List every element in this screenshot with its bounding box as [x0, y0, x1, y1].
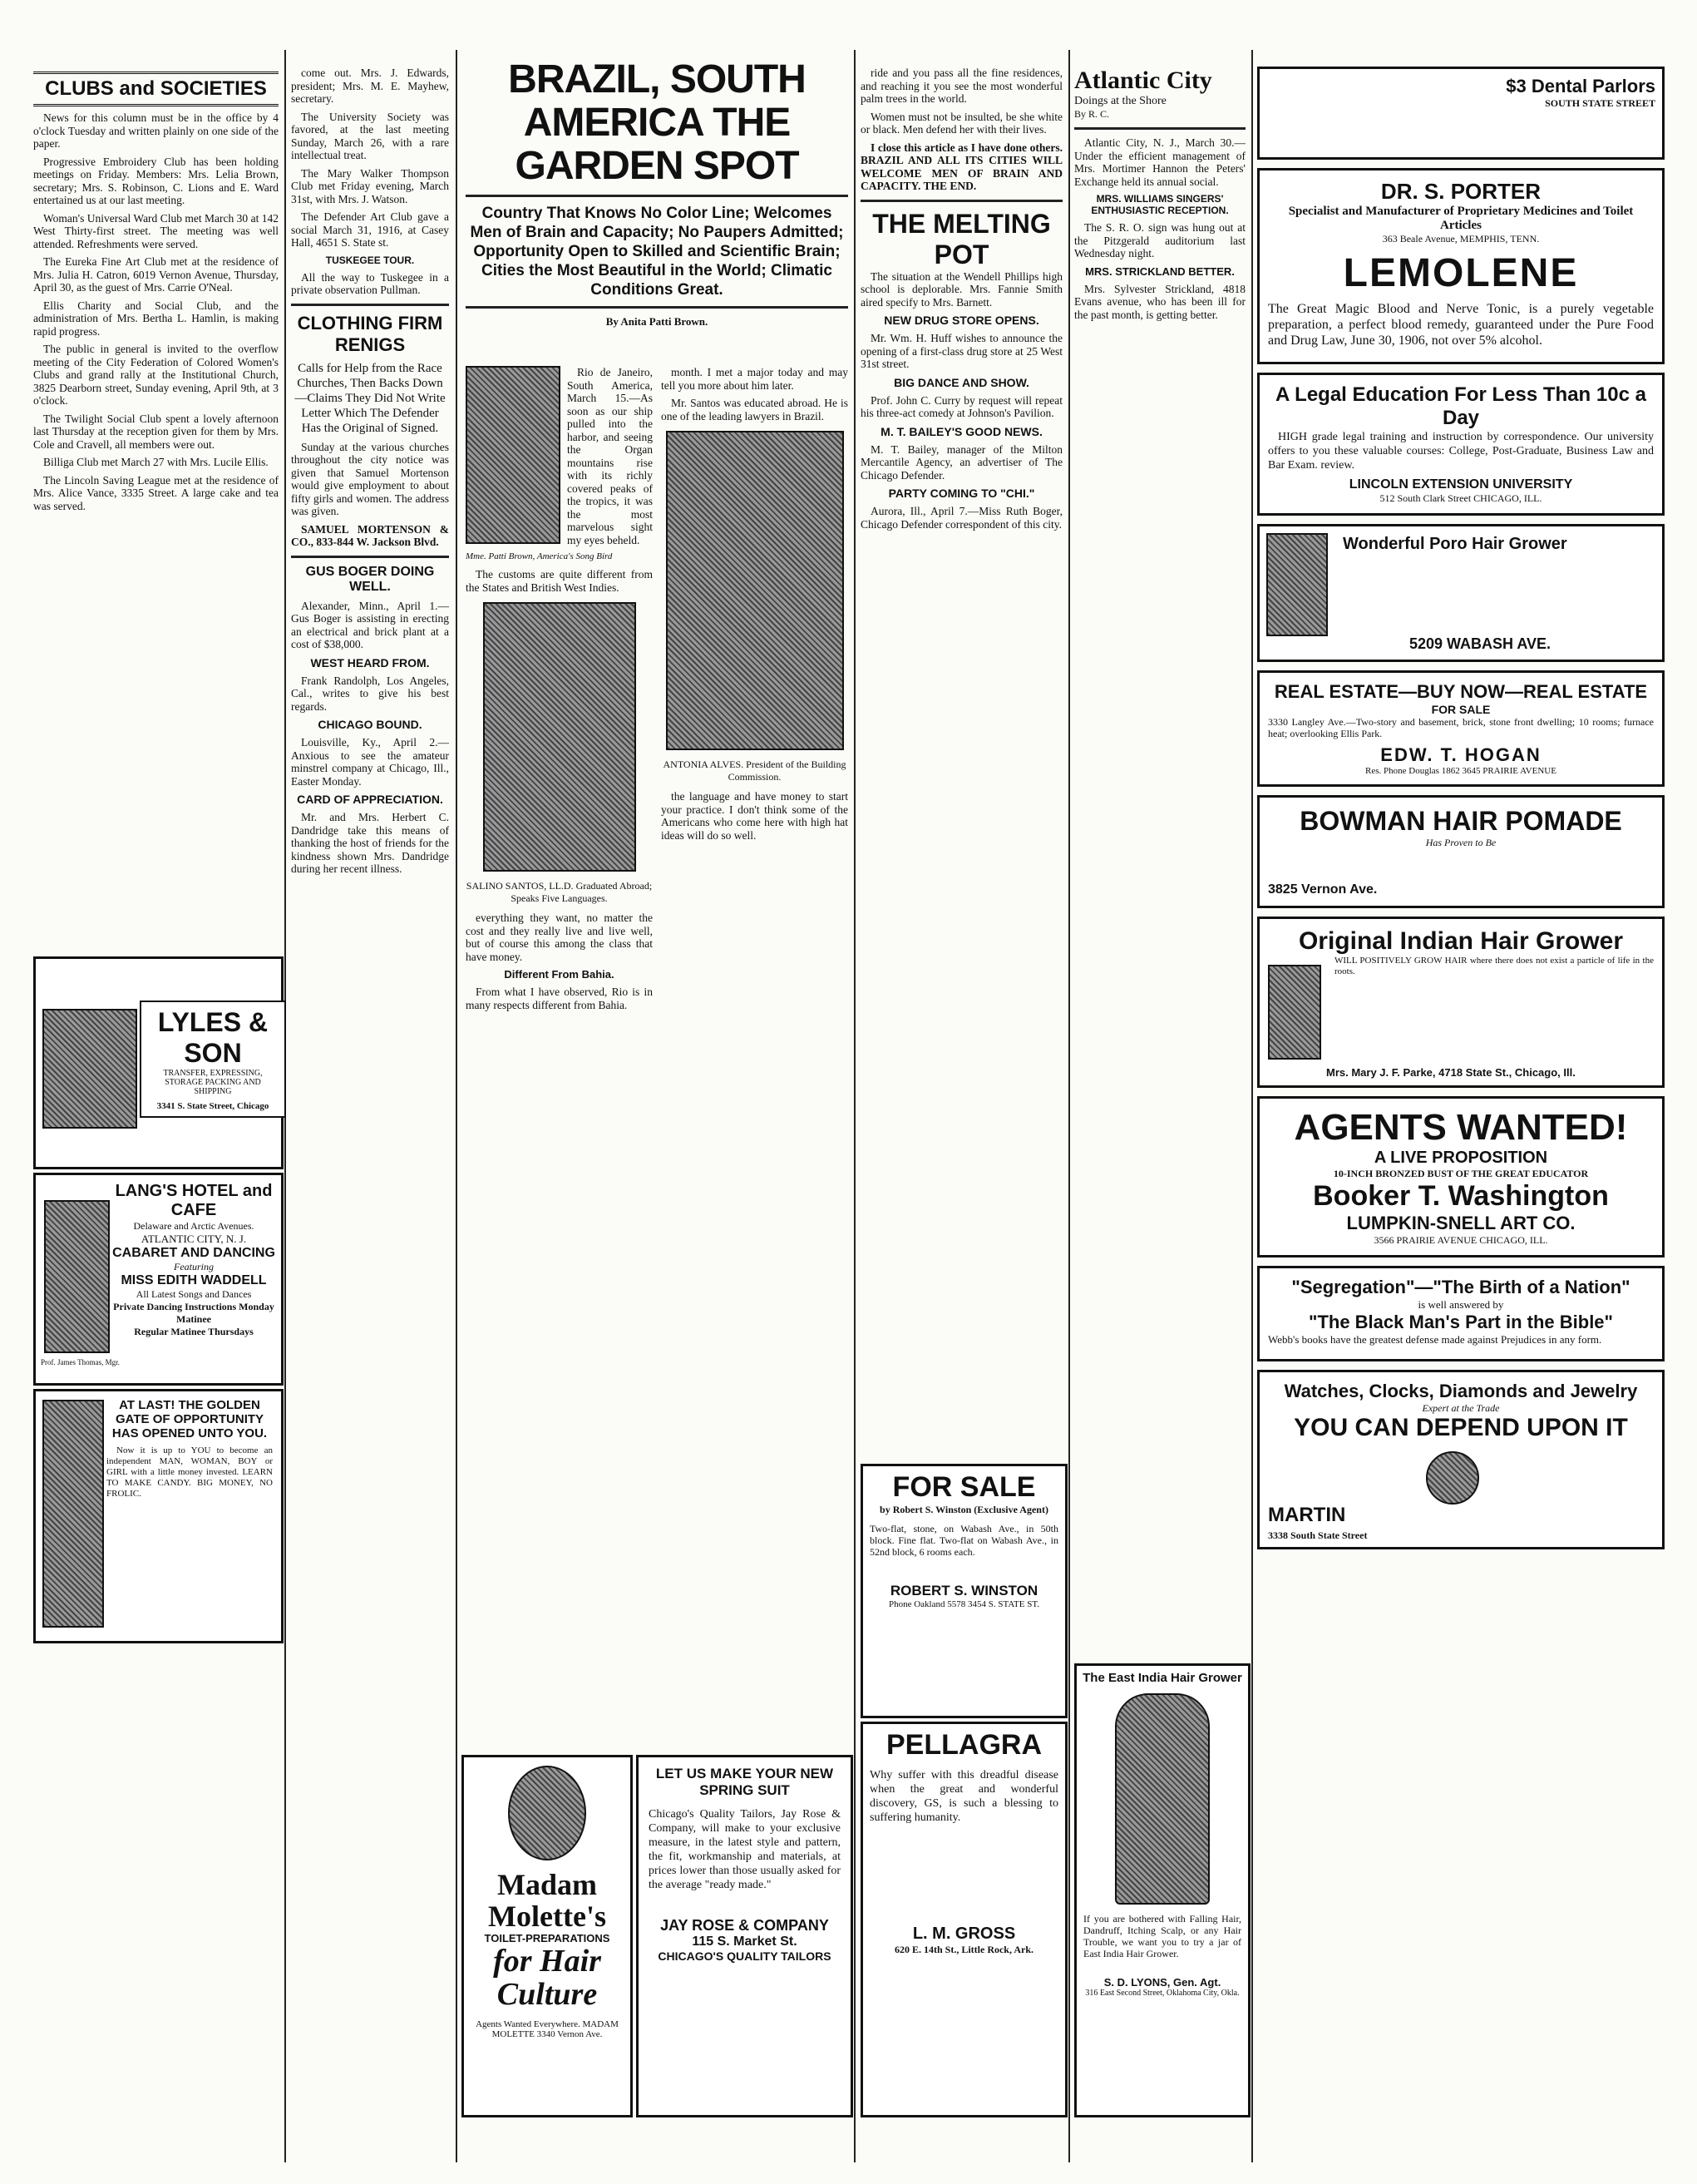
portrait-photo [508, 1766, 586, 1860]
ad-title: Original Indian Hair Grower [1298, 927, 1624, 955]
article-paragraph: The public in general is invited to the overflow meeting of the City Federation of Colored Women's Clubs and grand rally at the Institutional Church, 3825 Dearborn street, Sunday evening, April 9th, at 3 o'clock. [33, 343, 279, 407]
article-paragraph: Aurora, Ill., April 7.—Miss Ruth Boger, Chicago Defender correspondent of this city. [861, 505, 1063, 531]
article-paragraph: The customs are quite different from the States and British West Indies. [466, 568, 653, 594]
article-heading: TUSKEGEE TOUR. [325, 254, 415, 266]
ad-line: MISS EDITH WADDELL [121, 1273, 267, 1287]
ad-footer: JAY ROSE & COMPANY [660, 1917, 829, 1934]
ad-address: 3341 S. State Street, Chicago [156, 1101, 269, 1111]
ad-line: Regular Matinee Thursdays [134, 1326, 254, 1337]
article-paragraph: Ellis Charity and Social Club, and the administration of Mrs. Bertha L. Hamlin, is making rapid progress. [33, 299, 279, 338]
ad-line: CABARET AND DANCING [112, 1246, 275, 1260]
ad-body: Why suffer with this dreadful disease when the great and wonderful discovery, GS, is such a blessing to suffering humanity. [870, 1769, 1058, 1824]
wagon-horse-illustration [42, 1009, 137, 1129]
article-paragraph: M. T. Bailey, manager of the Milton Mercantile Agency, an advertiser of The Chicago Defender. [861, 442, 1063, 482]
pellagra-ad [861, 1722, 1068, 2117]
ad-subtitle: TRANSFER, EXPRESSING, STORAGE PACKING AND SHIPPING [163, 1069, 263, 1096]
ad-title: DR. S. PORTER [1380, 179, 1542, 204]
article-subhead: Different From Bahia. [504, 968, 614, 981]
article-paragraph: Mr. Santos was educated abroad. He is one of the leading lawyers in Brazil. [661, 397, 848, 422]
article-paragraph: All the way to Tuskegee in a private observation Pullman. [291, 270, 449, 296]
ad-big-text: for Hair Culture [493, 1944, 601, 2012]
ad-footer: ROBERT S. WINSTON [890, 1583, 1038, 1598]
ad-subtitle: by Robert S. Winston (Exclusive Agent) [880, 1504, 1048, 1515]
ad-body: WILL POSITIVELY GROW HAIR where there does not exist a particle of life in the roots. [1334, 956, 1654, 976]
article-paragraph: The Eureka Fine Art Club met at the residence of Mrs. Julia H. Catron, 6019 Vernon Avenue, Thursday, April 30, as the guest of Mrs. Carrie O'Neal. [33, 255, 279, 294]
article-paragraph: Billiga Club met March 27 with Mrs. Lucile Ellis. [43, 456, 269, 468]
article-headline: CHICAGO BOUND. [318, 718, 422, 731]
ad-title: "Segregation"—"The Birth of a Nation" [1291, 1277, 1630, 1297]
article-deck: Country That Knows No Color Line; Welcomes Men of Brain and Capacity; No Paupers Admitted; Opportunity Open to Skilled and Scientific Brain; Cities the Most Beautiful in the World; Climatic Conditions Great. [470, 205, 844, 299]
ad-line: Private Dancing Instructions Monday Matinee [113, 1301, 274, 1325]
legal-education-ad [1257, 373, 1665, 516]
photo-caption: Prof. James Thomas, Mgr. [41, 1358, 120, 1366]
ad-title: Madam Molette's [488, 1868, 606, 1933]
ad-title: AGENTS WANTED! [1294, 1107, 1628, 1148]
byline: By R. C. [1074, 108, 1110, 120]
article-paragraph: Alexander, Minn., April 1.—Gus Boger is assisting in erecting an electrical and brick plant at a cost of $38,000. [291, 599, 449, 650]
photo-caption: Mme. Patti Brown, America's Song Bird [466, 551, 613, 561]
brazil-article [466, 58, 848, 329]
article-headline: GUS BOGER DOING WELL. [305, 564, 435, 594]
column-five [1074, 67, 1246, 326]
ad-tagline: CHICAGO'S QUALITY TAILORS [658, 1949, 831, 1963]
salino-santos-photo [483, 602, 636, 872]
column-rule [456, 50, 457, 2162]
article-headline: NEW DRUG STORE OPENS. [884, 314, 1039, 327]
main-headline: BRAZIL, SOUTH AMERICA THE GARDEN SPOT [508, 57, 806, 188]
pocket-watch-illustration [1426, 1451, 1479, 1505]
column-clubs [33, 67, 279, 517]
ad-body: The Great Magic Blood and Nerve Tonic, is a purely vegetable preparation, a perfect blood remedy, guaranteed under the Pure Food and Drug Law, June 30, 1906, not over 5% alcohol. [1268, 302, 1654, 348]
real-estate-ad [1257, 670, 1665, 787]
for-sale-ad [861, 1464, 1068, 1718]
ad-address: 363 Beale Avenue, MEMPHIS, TENN. [1382, 233, 1540, 245]
product-name: LEMOLENE [1343, 251, 1579, 295]
east-india-hair-grower-ad [1074, 1663, 1251, 2117]
dr-porter-ad [1257, 168, 1665, 364]
ad-title: The East India Hair Grower [1083, 1671, 1242, 1685]
ad-subtitle: Expert at the Trade [1422, 1402, 1500, 1414]
article-paragraph: The University Society was favored, at the last meeting Sunday, March 26, with a rare intellectual treat. [291, 110, 449, 161]
ad-body: If you are bothered with Falling Hair, Dandruff, Itching Scalp, or any Hair Trouble, we want you to try a jar of East India Hair Grower. [1083, 1913, 1241, 1959]
photo-caption: ANTONIA ALVES. President of the Building Commission. [663, 758, 846, 783]
article-headline: CARD OF APPRECIATION. [297, 793, 443, 806]
article-paragraph: The S. R. O. sign was hung out at the Pitzgerald auditorium last Wednesday night. [1074, 221, 1246, 259]
column-rule [854, 50, 856, 2162]
article-paragraph: The Lincoln Saving League met at the residence of Mrs. Alice Vance, 3335 Street. A large cake and tea was served. [33, 473, 279, 512]
candy-box-illustration [42, 1400, 104, 1628]
brazil-column-b [661, 366, 848, 847]
ad-big-text: YOU CAN DEPEND UPON IT [1294, 1414, 1628, 1441]
ad-address: 316 East Second Street, Oklahoma City, Okla. [1085, 1989, 1240, 1998]
article-paragraph: Mr. Wm. H. Huff wishes to announce the opening of a first-class drug store at 25 West 31st street. [861, 332, 1063, 370]
article-paragraph: Mr. and Mrs. Herbert C. Dandridge take this means of thanking the host of friends for the kindness shown Mrs. Dandridge during her recent illness. [291, 811, 449, 875]
candy-opportunity-ad [33, 1389, 284, 1643]
ad-footer: Agents Wanted Everywhere. MADAM MOLETTE 3340 Vernon Ave. [476, 2019, 619, 2039]
langs-hotel-ad [33, 1173, 284, 1386]
byline: By Anita Patti Brown. [605, 315, 708, 328]
martin-jewelry-ad [1257, 1370, 1665, 1549]
article-paragraph: Frank Randolph, Los Angeles, Cal., writes to give his best regards. [291, 674, 449, 713]
madam-molette-ad [461, 1755, 633, 2117]
dental-parlors-ad [1257, 67, 1665, 160]
notice-text: News for this column must be in the office by 4 o'clock Tuesday and written plainly on one side of the paper. [33, 111, 279, 150]
ad-subtitle: Has Proven to Be [1425, 837, 1497, 848]
article-paragraph: Louisville, Ky., April 2.—Anxious to see the amateur minstrel company at Chicago, Ill., Easter Monday. [291, 736, 449, 788]
ad-subtitle: TOILET-PREPARATIONS [484, 1932, 610, 1944]
ad-line: ATLANTIC CITY, N. J. [141, 1233, 247, 1245]
ad-address: 3566 PRAIRIE AVENUE CHICAGO, ILL. [1374, 1234, 1548, 1246]
ad-footer: L. M. GROSS [912, 1925, 1016, 1943]
article-paragraph: Progressive Embroidery Club has been holding meetings on Friday. Members: Mrs. Lelia Brown, secretary; Mrs. S. Robinson, C. Lions and E. Ward entertained us at our last meeting. [33, 155, 279, 206]
ad-address: SOUTH STATE STREET [1545, 97, 1655, 109]
long-hair-illustration [1115, 1693, 1210, 1905]
ad-subtitle: is well answered by [1418, 1298, 1504, 1311]
bowman-pomade-ad [1257, 795, 1665, 908]
ad-title: BOWMAN HAIR POMADE [1300, 806, 1622, 836]
ad-body: 3330 Langley Ave.—Two-story and basement, brick, stone front dwelling; 10 rooms; furnace heat; overlooking Ellis Park. [1268, 716, 1654, 739]
article-paragraph: Mrs. Sylvester Strickland, 4818 Evans avenue, who has been ill for the past month, is getting better. [1074, 282, 1246, 321]
section-header: CLUBS and SOCIETIES [33, 72, 279, 106]
ad-address: 3825 Vernon Ave. [1268, 882, 1378, 897]
article-paragraph: Rio de Janeiro, South America, March 15.—As soon as our ship pulled into the harbor, and seeing the Organ mountains rise with its richly covered peaks of the tropics, it was the most marvelous sight my eyes beheld. [567, 366, 653, 546]
article-paragraph: come out. Mrs. J. Edwards, president; Mrs. M. E. Mayhew, secretary. [291, 67, 449, 105]
column-two [291, 67, 449, 1106]
article-paragraph: Women must not be insulted, be she white or black. Men defend her with their lives. [861, 110, 1063, 136]
article-paragraph: Sunday at the various churches throughout the city notice was given that Samuel Mortenson would give employment to about fifty girls and women. The address was given. [291, 440, 449, 517]
letter-header: SAMUEL MORTENSON & CO., 833-844 W. Jackson Blvd. [291, 522, 449, 548]
article-paragraph: everything they want, no matter the cost and they really live and live well, but of course this among the class that have money. [466, 912, 653, 963]
ad-name: Booker T. Washington [1313, 1180, 1609, 1212]
patti-brown-photo [466, 366, 560, 544]
article-paragraph: Prof. John C. Curry by request will repeat his three-act comedy at Johnson's Pavilion. [861, 393, 1063, 419]
ad-subtitle: A LIVE PROPOSITION [1374, 1149, 1548, 1167]
poro-hair-grower-ad [1257, 524, 1665, 662]
ad-body: Now it is up to YOU to become an independent MAN, WOMAN, BOY or GIRL with a little money invested. LEARN TO MAKE CANDY. BIG MONEY, NO FROLIC. [106, 1445, 273, 1499]
ad-big-text: "The Black Man's Part in the Bible" [1309, 1312, 1613, 1332]
article-paragraph: The Defender Art Club gave a social March 31, 1916, at Casey Hall, 4651 S. State st. [291, 210, 449, 249]
ad-title: Wonderful Poro Hair Grower [1343, 535, 1567, 553]
ad-title: A Legal Education For Less Than 10c a Day [1275, 383, 1646, 429]
article-headline: MRS. WILLIAMS SINGERS' ENTHUSIASTIC RECEPTION. [1091, 193, 1229, 216]
ad-subtitle: Specialist and Manufacturer of Proprietary Medicines and Toilet Articles [1288, 205, 1634, 232]
ad-line: Delaware and Arctic Avenues. [133, 1220, 254, 1232]
article-headline: WEST HEARD FROM. [310, 655, 430, 670]
article-deck: Calls for Help from the Race Churches, Then Backs Down—Claims They Did Not Write Letter Which The Defender Has the Original of Signed. [294, 361, 446, 435]
ad-line: Featuring [174, 1261, 214, 1272]
ad-subtitle: FOR SALE [1431, 703, 1491, 716]
article-paragraph: Woman's Universal Ward Club met March 30 at 142 West Thirty-first street. The meeting was well attended. Refreshments were served. [33, 211, 279, 250]
article-paragraph: The Mary Walker Thompson Club met Friday evening, March 31st, with Mrs. J. Watson. [291, 166, 449, 205]
article-paragraph: The Twilight Social Club spent a lovely afternoon last Thursday at the reception given for them by Mrs. Cole and Cravell, all members were out. [33, 412, 279, 451]
article-headline: M. T. BAILEY'S GOOD NEWS. [881, 424, 1043, 438]
ad-address: 620 E. 14th St., Little Rock, Ark. [894, 1944, 1033, 1955]
indian-portrait-illustration [1268, 965, 1321, 1060]
article-headline: PARTY COMING TO "CHI." [888, 487, 1035, 500]
article-headline: MRS. STRICKLAND BETTER. [1085, 264, 1235, 278]
column-four [861, 67, 1063, 536]
ad-title: AT LAST! THE GOLDEN GATE OF OPPORTUNITY HAS OPENED UNTO YOU. [111, 1398, 268, 1440]
ad-footer: MARTIN [1268, 1504, 1346, 1526]
article-paragraph: From what I have observed, Rio is in many respects different from Bahia. [466, 986, 653, 1011]
ad-footer: LINCOLN EXTENSION UNIVERSITY [1349, 477, 1573, 492]
ad-title: LET US MAKE YOUR NEW SPRING SUIT [655, 1766, 834, 1798]
ad-title: LYLES & SON [157, 1007, 269, 1068]
ad-address: 115 S. Market St. [692, 1934, 797, 1949]
ad-footer: Mrs. Mary J. F. Parke, 4718 State St., Chicago, Ill. [1326, 1066, 1576, 1079]
article-subhead: Doings at the Shore [1074, 95, 1167, 107]
article-paragraph: the language and have money to start your practice. I don't think some of the Americans who come here with high hat ideas will do so well. [661, 790, 848, 842]
ad-phone: Phone Oakland 5578 3454 S. STATE ST. [888, 1599, 1040, 1609]
indian-hair-grower-ad [1257, 917, 1665, 1088]
ad-line: 10-INCH BRONZED BUST OF THE GREAT EDUCATOR [1333, 1168, 1589, 1179]
ad-footer: LUMPKIN-SNELL ART CO. [1346, 1213, 1576, 1233]
article-headline: Atlantic City [1074, 67, 1212, 94]
ad-footer: EDW. T. HOGAN [1380, 744, 1542, 765]
ad-body: HIGH grade legal training and instruction by correspondence. Our university offers to you these valuable courses: College, Post-Graduate, Business Law and Bar Exam. review. [1268, 431, 1654, 472]
column-rule [1251, 50, 1253, 2162]
photo-caption: SALINO SANTOS, LL.D. Graduated Abroad; Speaks Five Languages. [466, 880, 653, 904]
article-headline: BIG DANCE AND SHOW. [894, 375, 1029, 389]
ad-title: LANG'S HOTEL and CAFE [115, 1182, 273, 1219]
portrait-photo [1266, 533, 1328, 636]
article-paragraph: month. I met a major today and may tell you more about him later. [661, 366, 848, 392]
ad-address: 5209 WABASH AVE. [1409, 635, 1551, 652]
ad-body: Chicago's Quality Tailors, Jay Rose & Company, will make to your exclusive measure, in the latest style and pattern, the fit, workmanship and materials, at prices lower than those usually asked for the average "ready made." [649, 1808, 841, 1891]
article-paragraph: ride and you pass all the fine residences, and reaching it you see the most wonderful palm trees in the world. [861, 67, 1063, 105]
brazil-column-a [466, 366, 653, 1016]
article-headline: THE MELTING POT [872, 208, 1051, 269]
article-paragraph: Atlantic City, N. J., March 30.—Under the efficient management of Mrs. Mortimer Hannon the Peters' Exchange held its annual social. [1074, 136, 1246, 188]
ad-address: 512 South Clark Street CHICAGO, ILL. [1379, 492, 1542, 504]
ad-footer: S. D. LYONS, Gen. Agt. [1103, 1976, 1221, 1989]
jay-rose-ad [636, 1755, 853, 2117]
article-headline: CLOTHING FIRM RENIGS [297, 312, 443, 355]
antonia-alves-photo [666, 431, 844, 750]
black-mans-bible-ad [1257, 1266, 1665, 1361]
ad-address: Res. Phone Douglas 1862 3645 PRAIRIE AVENUE [1365, 766, 1556, 776]
ad-title: PELLAGRA [886, 1729, 1042, 1761]
ad-title: FOR SALE [892, 1471, 1036, 1503]
agents-wanted-ad [1257, 1096, 1665, 1258]
ad-body: Two-flat, stone, on Wabash Ave., in 50th block. Fine flat. Two-flat on Wabash Ave., in 52nd block, 6 rooms each. [870, 1523, 1058, 1558]
column-rule [1068, 50, 1070, 2162]
ad-title: $3 Dental Parlors [1506, 76, 1655, 96]
ad-line: All Latest Songs and Dances [136, 1288, 252, 1300]
article-paragraph: I close this article as I have done others. BRAZIL AND ALL ITS CITIES WILL WELCOME MEN OF BRAIN AND CAPACITY. THE END. [861, 141, 1063, 192]
article-paragraph: The situation at the Wendell Phillips high school is deplorable. Mrs. Fannie Smith aired specify to Mrs. Barnett. [861, 269, 1063, 309]
ad-title: REAL ESTATE—BUY NOW—REAL ESTATE [1274, 681, 1648, 702]
ad-body: Webb's books have the greatest defense made against Prejudices in any form. [1268, 1333, 1602, 1346]
lyles-son-ad [33, 956, 284, 1169]
ad-address: 3338 South State Street [1268, 1529, 1368, 1541]
ad-title: Watches, Clocks, Diamonds and Jewelry [1284, 1381, 1638, 1401]
column-six-ads [1257, 67, 1665, 1558]
portrait-photo [44, 1200, 110, 1353]
